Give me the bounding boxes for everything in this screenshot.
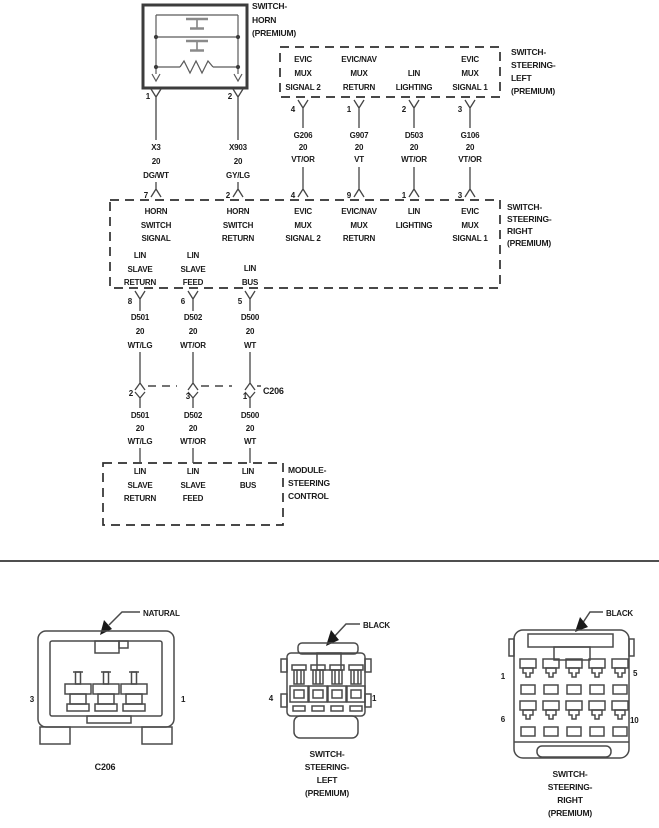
pin-number: 5 bbox=[633, 669, 638, 678]
terminal bbox=[328, 665, 346, 711]
label-line: MUX bbox=[294, 220, 312, 230]
label-line: EVIC bbox=[461, 55, 479, 64]
terminal bbox=[290, 665, 308, 711]
label-line: EVIC bbox=[294, 55, 312, 64]
signal-label bbox=[111, 205, 201, 246]
terminal-row-top bbox=[520, 659, 628, 694]
terminal bbox=[121, 672, 147, 711]
label-line: 20 bbox=[354, 143, 364, 152]
connector-face-c206 bbox=[38, 612, 174, 744]
label-line: SLAVE bbox=[127, 480, 153, 490]
label-line: RETURN bbox=[123, 278, 157, 287]
label-line: 20 bbox=[465, 143, 475, 152]
label-line: STEERING- bbox=[547, 782, 593, 792]
wire-label bbox=[111, 141, 201, 183]
signal-label bbox=[425, 53, 515, 95]
label-line: SWITCH- bbox=[511, 47, 546, 57]
label-line: DG/WT bbox=[143, 171, 169, 180]
pin-number: 4 bbox=[290, 105, 295, 114]
pin-number: 1 bbox=[500, 672, 505, 681]
pin-number: 2 bbox=[225, 191, 230, 200]
label-line: 20 bbox=[409, 143, 419, 152]
label-line: EVIC/NAV bbox=[341, 55, 377, 64]
label-line: SIGNAL 1 bbox=[452, 83, 488, 92]
finish-callout: NATURAL bbox=[143, 609, 180, 618]
inline-connector-name: C206 bbox=[263, 386, 284, 396]
label-line: WT/OR bbox=[401, 155, 427, 164]
label-line: MUX bbox=[461, 69, 479, 78]
label-line: VT/OR bbox=[458, 155, 482, 164]
label-line: MUX bbox=[461, 220, 479, 230]
label-line: 20 bbox=[188, 424, 198, 433]
label-line: MUX bbox=[350, 220, 368, 230]
pin-number: 1 bbox=[145, 92, 150, 101]
label-line: GY/LG bbox=[226, 171, 250, 180]
label-line: SLAVE bbox=[180, 264, 206, 274]
label-line: RIGHT bbox=[507, 226, 533, 236]
label-line: SWITCH- bbox=[507, 202, 542, 212]
label-line: LIN bbox=[407, 207, 421, 216]
connector-caption: C206 bbox=[94, 762, 116, 772]
label-line: MUX bbox=[350, 69, 368, 78]
label-line: LIN bbox=[243, 264, 257, 273]
finish-callout: BLACK bbox=[606, 609, 633, 618]
label-line: RETURN bbox=[123, 494, 157, 503]
callout-leader bbox=[333, 624, 360, 638]
label-line: SWITCH- bbox=[309, 749, 345, 759]
label-line: (PREMIUM) bbox=[548, 808, 592, 818]
label-line: X903 bbox=[229, 143, 247, 152]
label-line: STEERING- bbox=[511, 60, 556, 70]
pin-number: 7 bbox=[143, 191, 148, 200]
label-line: EVIC bbox=[294, 207, 312, 216]
pin-number: 6 bbox=[500, 715, 505, 724]
pin-number: 5 bbox=[237, 297, 242, 306]
wire-label bbox=[205, 311, 295, 353]
pin-number: 2 bbox=[128, 389, 133, 398]
label-line: VT bbox=[354, 155, 364, 164]
terminal bbox=[309, 665, 327, 711]
label-line: SIGNAL 1 bbox=[452, 234, 488, 243]
wire-label bbox=[193, 141, 283, 183]
signal-label bbox=[425, 205, 515, 246]
pin-number: 1 bbox=[242, 392, 247, 401]
label-line: LIN bbox=[133, 251, 147, 260]
label-line: (PREMIUM) bbox=[511, 86, 555, 96]
label-line: MUX bbox=[294, 69, 312, 78]
label-line: WT bbox=[243, 437, 257, 446]
label-line: D501 bbox=[130, 411, 150, 420]
label-line: STEERING bbox=[288, 478, 330, 488]
pin-number: 1 bbox=[181, 695, 186, 704]
label-line: STEERING- bbox=[304, 762, 350, 772]
label-line: SLAVE bbox=[127, 264, 153, 274]
label-line: LIN bbox=[241, 467, 255, 476]
label-line: D500 bbox=[240, 411, 260, 420]
callout-arrow-icon bbox=[100, 620, 112, 635]
label-line: (PREMIUM) bbox=[252, 28, 296, 38]
label-line: 20 bbox=[245, 424, 255, 433]
pin-number: 3 bbox=[457, 191, 462, 200]
label-line: HORN bbox=[144, 207, 168, 216]
label-line: 20 bbox=[135, 424, 145, 433]
latch bbox=[554, 647, 590, 660]
label-line: D502 bbox=[183, 411, 203, 420]
label-line: D503 bbox=[404, 131, 424, 140]
pin-number: 6 bbox=[180, 297, 185, 306]
label-line: WT/LG bbox=[127, 437, 153, 446]
label-line: G907 bbox=[349, 131, 369, 140]
label-line: LIGHTING bbox=[395, 220, 433, 230]
terminal-row-bottom bbox=[520, 701, 628, 736]
label-line: RETURN bbox=[342, 83, 376, 92]
wire-label bbox=[205, 409, 295, 448]
label-line: LEFT bbox=[316, 775, 338, 785]
label-line: LIN bbox=[186, 251, 200, 260]
label-line: SWITCH- bbox=[552, 769, 588, 779]
pin-number: 4 bbox=[268, 694, 273, 703]
label-line: CONTROL bbox=[288, 491, 329, 501]
label-line: SWITCH- bbox=[252, 1, 287, 11]
wire-label bbox=[425, 130, 515, 166]
terminal bbox=[93, 672, 119, 711]
label-line: BUS bbox=[239, 480, 257, 490]
label-line: MODULE- bbox=[288, 465, 327, 475]
mount-foot bbox=[142, 727, 172, 744]
label-line: SLAVE bbox=[180, 480, 206, 490]
label-line: SWITCH bbox=[140, 220, 172, 230]
label-line: LEFT bbox=[511, 73, 532, 83]
label-line: (PREMIUM) bbox=[507, 238, 551, 248]
module-box-label bbox=[288, 464, 330, 503]
label-line: WT bbox=[243, 341, 257, 350]
label-line: 20 bbox=[135, 327, 145, 336]
pin-number: 10 bbox=[630, 716, 639, 725]
label-line: LIGHTING bbox=[395, 83, 433, 92]
pin-number: 3 bbox=[185, 392, 190, 401]
label-line: D500 bbox=[240, 313, 260, 322]
pin-number: 2 bbox=[401, 105, 406, 114]
label-line: EVIC bbox=[461, 207, 479, 216]
connector-caption bbox=[525, 768, 615, 820]
label-line: SIGNAL bbox=[141, 234, 171, 243]
connector-caption bbox=[282, 748, 372, 800]
label-line: WT/OR bbox=[180, 437, 206, 446]
horn-switch-symbol bbox=[143, 5, 247, 88]
label-line: D501 bbox=[130, 313, 150, 322]
label-line: WT/OR bbox=[180, 341, 206, 350]
label-line: LIN bbox=[186, 467, 200, 476]
mount-foot bbox=[40, 727, 70, 744]
pin-number: 3 bbox=[457, 105, 462, 114]
finish-callout: BLACK bbox=[363, 621, 390, 630]
label-line: FEED bbox=[182, 494, 204, 503]
label-line: (PREMIUM) bbox=[305, 788, 349, 798]
pin-number: 2 bbox=[227, 92, 232, 101]
label-line: D502 bbox=[183, 313, 203, 322]
label-line: BUS bbox=[241, 277, 259, 287]
terminal bbox=[65, 672, 91, 711]
pin-number: 1 bbox=[372, 694, 377, 703]
label-line: G206 bbox=[293, 131, 313, 140]
signal-label bbox=[205, 262, 295, 289]
pin-number: 1 bbox=[401, 191, 406, 200]
connector-face-left-switch bbox=[281, 624, 371, 738]
label-line: LIN bbox=[407, 69, 421, 78]
label-line: HORN bbox=[252, 14, 277, 25]
label-line: LIN bbox=[133, 467, 147, 476]
label-line: 20 bbox=[151, 157, 161, 166]
label-line: SWITCH bbox=[222, 220, 254, 230]
label-line: SIGNAL 2 bbox=[285, 83, 321, 92]
label-line: RETURN bbox=[342, 234, 376, 243]
label-line: G106 bbox=[460, 131, 480, 140]
pin-number: 3 bbox=[29, 695, 34, 704]
pin-number: 4 bbox=[290, 191, 295, 200]
pin-number: 8 bbox=[127, 297, 132, 306]
label-line: VT/OR bbox=[291, 155, 315, 164]
label-line: 20 bbox=[233, 157, 243, 166]
signal-label bbox=[203, 465, 293, 492]
label-line: HORN bbox=[226, 207, 250, 216]
horn-box-label bbox=[252, 0, 296, 41]
label-line: RIGHT bbox=[557, 795, 583, 805]
latch bbox=[95, 641, 119, 653]
callout-leader bbox=[109, 612, 140, 625]
pin-number: 9 bbox=[346, 191, 351, 200]
label-line: SIGNAL 2 bbox=[285, 234, 321, 243]
label-line: EVIC/NAV bbox=[341, 207, 377, 216]
label-line: RETURN bbox=[221, 234, 255, 243]
label-line: STEERING- bbox=[507, 214, 552, 224]
label-line: 20 bbox=[188, 327, 198, 336]
pin-number: 1 bbox=[346, 105, 351, 114]
latch bbox=[317, 653, 341, 670]
connector-face-right-switch bbox=[509, 612, 634, 758]
callout-leader bbox=[582, 612, 603, 624]
label-line: WT/LG bbox=[127, 341, 153, 350]
terminal bbox=[347, 665, 365, 711]
label-line: X3 bbox=[151, 143, 161, 152]
left-box-label bbox=[511, 46, 555, 98]
label-line: 20 bbox=[245, 327, 255, 336]
label-line: FEED bbox=[182, 278, 204, 287]
label-line: 20 bbox=[298, 143, 308, 152]
